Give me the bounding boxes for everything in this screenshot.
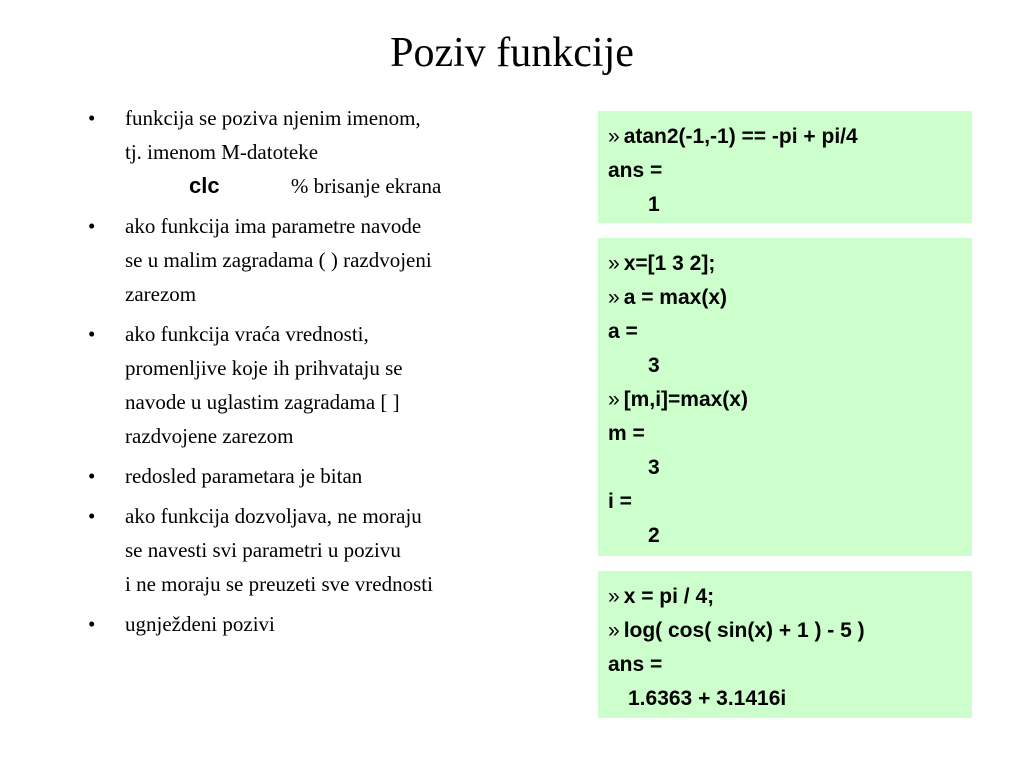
output-label: a = (608, 320, 638, 343)
command-example (125, 169, 566, 203)
output-value: 3 (648, 456, 660, 479)
code-input-line (608, 614, 962, 648)
code-input: log( cos( sin(x) + 1 ) - 5 ) (623, 619, 865, 642)
code-box-atan2 (598, 111, 972, 223)
code-input-line (608, 383, 962, 417)
bullet-line: i ne moraju se preuzeti sve vrednosti (125, 572, 433, 596)
bullet-line: ako funkcija dozvoljava, ne moraju (125, 504, 422, 528)
output-value: 1.6363 + 3.1416i (628, 687, 787, 710)
code-input: x = pi / 4; (623, 585, 715, 608)
output-label: ans = (608, 653, 663, 676)
output-value: 2 (648, 524, 660, 547)
code-input-line (608, 120, 962, 154)
output-value: 1 (648, 193, 660, 216)
code-box-nested (598, 571, 972, 718)
bullet-dot: • (88, 612, 96, 636)
bullet-line: ako funkcija ima parametre navode (125, 214, 422, 238)
bullet-item-parameter-order (86, 459, 566, 493)
bullet-line: navode u uglastim zagradama [ ] (125, 390, 400, 414)
bullet-line: redosled parametara je bitan (125, 464, 363, 488)
command-clc: clc (189, 173, 220, 198)
prompt-symbol: » (608, 252, 620, 275)
bullet-dot: • (88, 106, 96, 130)
bullet-dot: • (88, 464, 96, 488)
slide-title: Poziv funkcije (390, 30, 634, 76)
bullet-item-nested-calls (86, 607, 566, 641)
bullet-line: promenljive koje ih prihvataju se (125, 356, 403, 380)
bullet-item-optional-parameters (86, 499, 566, 601)
code-input-line (608, 281, 962, 315)
bullet-line: ugnježdeni pozivi (125, 612, 275, 636)
code-input: atan2(-1,-1) == -pi + pi/4 (623, 125, 858, 148)
prompt-symbol: » (608, 585, 620, 608)
bullet-line: se navesti svi parametri u pozivu (125, 538, 401, 562)
command-comment: % brisanje ekrana (290, 174, 442, 198)
bullet-item-function-call (86, 101, 566, 203)
output-label: i = (608, 490, 632, 513)
code-input-line (608, 247, 962, 281)
bullet-item-parameters (86, 209, 566, 311)
bullet-line: tj. imenom M-datoteke (125, 140, 319, 164)
prompt-symbol: » (608, 125, 620, 148)
prompt-symbol: » (608, 388, 620, 411)
prompt-symbol: » (608, 619, 620, 642)
bullet-line: funkcija se poziva njenim imenom, (125, 106, 421, 130)
output-value: 3 (648, 354, 660, 377)
output-label: ans = (608, 159, 663, 182)
bullet-line: ako funkcija vraća vrednosti, (125, 322, 369, 346)
code-input: a = max(x) (623, 286, 727, 309)
bullet-line: zarezom (125, 282, 197, 306)
code-input-line (608, 580, 962, 614)
bullet-list (86, 101, 566, 647)
bullet-line: razdvojene zarezom (125, 424, 294, 448)
code-box-max (598, 238, 972, 556)
bullet-dot: • (88, 504, 96, 528)
prompt-symbol: » (608, 286, 620, 309)
bullet-line: se u malim zagradama ( ) razdvojeni (125, 248, 432, 272)
code-input: x=[1 3 2]; (623, 252, 716, 275)
bullet-dot: • (88, 214, 96, 238)
output-label: m = (608, 422, 645, 445)
bullet-dot: • (88, 322, 96, 346)
code-input: [m,i]=max(x) (623, 388, 748, 411)
bullet-item-return-values (86, 317, 566, 453)
